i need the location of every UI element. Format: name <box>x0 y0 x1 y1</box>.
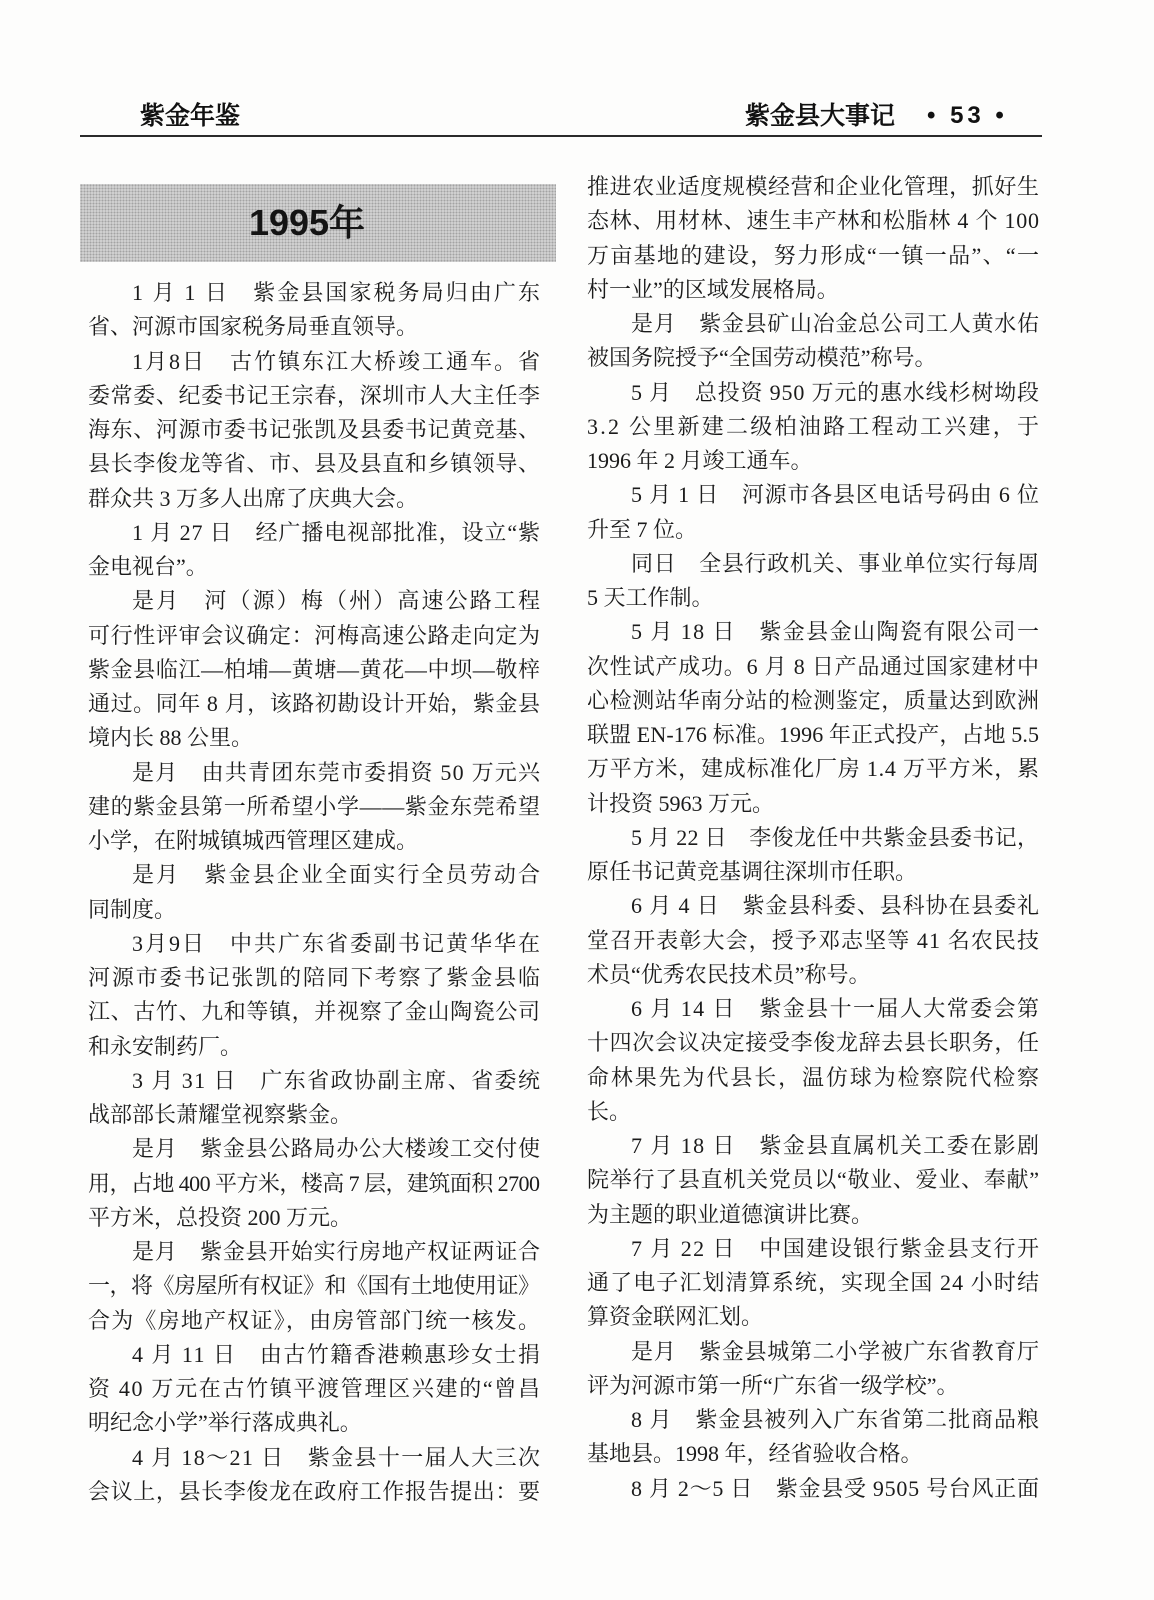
running-head-section-title: 紫金县大事记 <box>745 102 896 130</box>
entry-first-line: 5 月 总投资 950 万元的惠水线杉树坳段 <box>631 379 1040 405</box>
entry-line: 万平方米，建成标准化厂房 1.4 万平方米，累 <box>587 756 1040 782</box>
entry-line: 原任书记黄竞基调往深圳市任职。 <box>587 859 918 884</box>
entry-line: 省、河源市国家税务局垂直领导。 <box>88 314 419 340</box>
entry-first-line: 5 月 1 日 河源市各县区电话号码由 6 位 <box>631 482 1040 508</box>
entry-first-line: 是月 紫金县城第二小学被广东省教育厅 <box>631 1338 1040 1364</box>
entry-first-line: 3 月 31 日 广东省政协副主席、省委统 <box>132 1067 542 1093</box>
entry-line: 心检测站华南分站的检测鉴定，质量达到欧洲 <box>587 687 1040 713</box>
entry-line: 态林、用材林、速生丰产林和松脂林 4 个 100 <box>587 208 1040 234</box>
entry-first-line: 同日 全县行政机关、事业单位实行每周 <box>631 550 1040 576</box>
entry-first-line: 3月9日 中共广东省委副书记黄华华在 <box>132 930 542 956</box>
entry-line: 为主题的职业道德演讲比赛。 <box>587 1201 874 1227</box>
entry-first-line: 5 月 18 日 紫金县金山陶瓷有限公司一 <box>631 619 1041 645</box>
year-heading: 1995年 <box>248 202 366 243</box>
entry-first-line: 是月 紫金县企业全面实行全员劳动合 <box>132 862 543 888</box>
entry-line: 合为《房地产权证》，由房管部门统一核发。 <box>88 1307 542 1333</box>
year-heading-box <box>80 184 556 262</box>
entry-first-line: 是月 紫金县开始实行房地产权证两证合 <box>132 1239 541 1264</box>
entry-line: 次性试产成功。6 月 8 日产品通过国家建材中 <box>587 653 1040 679</box>
entry-line: 长。 <box>587 1098 632 1124</box>
entry-line: 小学，在附城镇城西管理区建成。 <box>88 828 419 853</box>
entry-first-line: 8 月 2～5 日 紫金县受 9505 号台风正面 <box>631 1475 1040 1501</box>
entry-line: 和永安制药厂。 <box>88 1033 243 1059</box>
entry-line: 术员“优秀农民技术员”称号。 <box>587 961 871 987</box>
entry-first-line: 是月 由共青团东莞市委捐资 50 万元兴 <box>132 759 542 785</box>
entry-first-line: 6 月 4 日 紫金县科委、县科协在县委礼 <box>631 893 1040 919</box>
entry-first-line: 1 月 27 日 经广播电视部批准，设立“紫 <box>132 519 541 545</box>
entry-line: 可行性评审会议确定：河梅高速公路走向定为 <box>88 622 541 648</box>
entry-line: 通过。同年 8 月，该路初勘设计开始，紫金县 <box>88 691 541 716</box>
entry-first-line: 1 月 1 日 紫金县国家税务局归由广东 <box>132 280 543 305</box>
entry-first-line: 6 月 14 日 紫金县十一届人大常委会第 <box>631 996 1041 1021</box>
entry-line: 通了电子汇划清算系统，实现全国 24 小时结 <box>587 1270 1041 1295</box>
entry-line: 战部部长萧耀堂视察紫金。 <box>88 1102 353 1127</box>
entry-line: 平方米，总投资 200 万元。 <box>88 1204 353 1230</box>
entry-line: 群众共 3 万多人出席了庆典大会。 <box>88 485 419 511</box>
entry-line: 命林果先为代县长，温仿球为检察院代检察 <box>587 1064 1041 1090</box>
entry-line: 会议上，县长李俊龙在政府工作报告提出：要 <box>88 1478 541 1504</box>
entry-line: 基地县。1998 年，经省验收合格。 <box>587 1441 923 1467</box>
entry-line: 评为河源市第一所“广东省一级学校”。 <box>587 1372 959 1398</box>
running-head-book-title: 紫金年鉴 <box>140 102 241 130</box>
entry-line: 江、古竹、九和等镇，并视察了金山陶瓷公司 <box>88 999 541 1025</box>
entry-line: 县长李俊龙等省、市、县及县直和乡镇领导、 <box>88 451 541 477</box>
entry-line: 院举行了县直机关党员以“敬业、爱业、奉献” <box>587 1167 1040 1193</box>
entry-line: 用，占地 400 平方米，楼高 7 层，建筑面积 2700 <box>88 1170 540 1196</box>
entry-line: 联盟 EN-176 标准。1996 年正式投产，占地 5.5 <box>587 722 1040 747</box>
entry-line: 紫金县临江—柏埔—黄塘—黄花—中坝—敬梓 <box>88 656 541 682</box>
entry-first-line: 7 月 18 日 紫金县直属机关工委在影剧 <box>631 1133 1041 1158</box>
entry-line: 一，将《房屋所有权证》和《国有土地使用证》 <box>88 1273 540 1299</box>
entry-line: 委常委、纪委书记王宗春，深圳市人大主任李 <box>88 382 541 408</box>
entry-first-line: 是月 河（源）梅（州）高速公路工程 <box>132 588 543 614</box>
entry-first-line: 4 月 11 日 由古竹籍香港赖惠珍女士捐 <box>132 1341 542 1367</box>
entry-line: 金电视台”。 <box>88 554 208 579</box>
entry-first-line: 1月8日 古竹镇东江大桥竣工通车。省 <box>132 348 542 374</box>
entry-line: 村一业”的区域发展格局。 <box>587 276 839 302</box>
entry-line: 资 40 万元在古竹镇平渡管理区兴建的“曾昌 <box>88 1376 542 1401</box>
entry-line: 明纪念小学”举行落成典礼。 <box>88 1410 362 1436</box>
entry-first-line: 是月 紫金县矿山冶金总公司工人黄水佑 <box>631 311 1040 336</box>
entry-line: 河源市委书记张凯的陪同下考察了紫金县临 <box>88 965 542 990</box>
entry-line: 升至 7 位。 <box>587 516 698 542</box>
entry-line: 境内长 88 公里。 <box>88 725 254 751</box>
entry-first-line: 5 月 22 日 李俊龙任中共紫金县委书记， <box>631 824 1040 850</box>
entry-line: 同制度。 <box>88 896 177 922</box>
entry-first-line: 8 月 紫金县被列入广东省第二批商品粮 <box>631 1407 1040 1432</box>
entry-line: 1996 年 2 月竣工通车。 <box>587 448 813 473</box>
entry-line: 5 天工作制。 <box>587 585 714 610</box>
entry-line: 算资金联网汇划。 <box>587 1304 764 1330</box>
entry-first-line: 7 月 22 日 中国建设银行紫金县支行开 <box>631 1235 1041 1261</box>
entry-line: 海东、河源市委书记张凯及县委书记黄竞基、 <box>88 417 541 442</box>
header-rule <box>80 135 1042 137</box>
entry-first-line: 是月 紫金县公路局办公大楼竣工交付使 <box>132 1136 541 1162</box>
entry-line: 堂召开表彰大会，授予邓志坚等 41 名农民技 <box>587 927 1041 953</box>
entry-line: 推进农业适度规模经营和企业化管理，抓好生 <box>587 174 1040 199</box>
page-number: • 53 • <box>927 102 1008 129</box>
entry-line: 3.2 公里新建二级柏油路工程动工兴建，于 <box>587 413 1042 439</box>
entry-line: 被国务院授予“全国劳动模范”称号。 <box>587 345 937 371</box>
entry-first-line: 4 月 18～21 日 紫金县十一届人大三次 <box>132 1444 542 1470</box>
entry-line: 建的紫金县第一所希望小学——紫金东莞希望 <box>88 793 541 819</box>
entry-line: 计投资 5963 万元。 <box>587 790 775 816</box>
entry-line: 万亩基地的建设，努力形成“一镇一品”、“一 <box>587 242 1041 268</box>
entry-line: 十四次会议决定接受李俊龙辞去县长职务，任 <box>587 1030 1040 1056</box>
